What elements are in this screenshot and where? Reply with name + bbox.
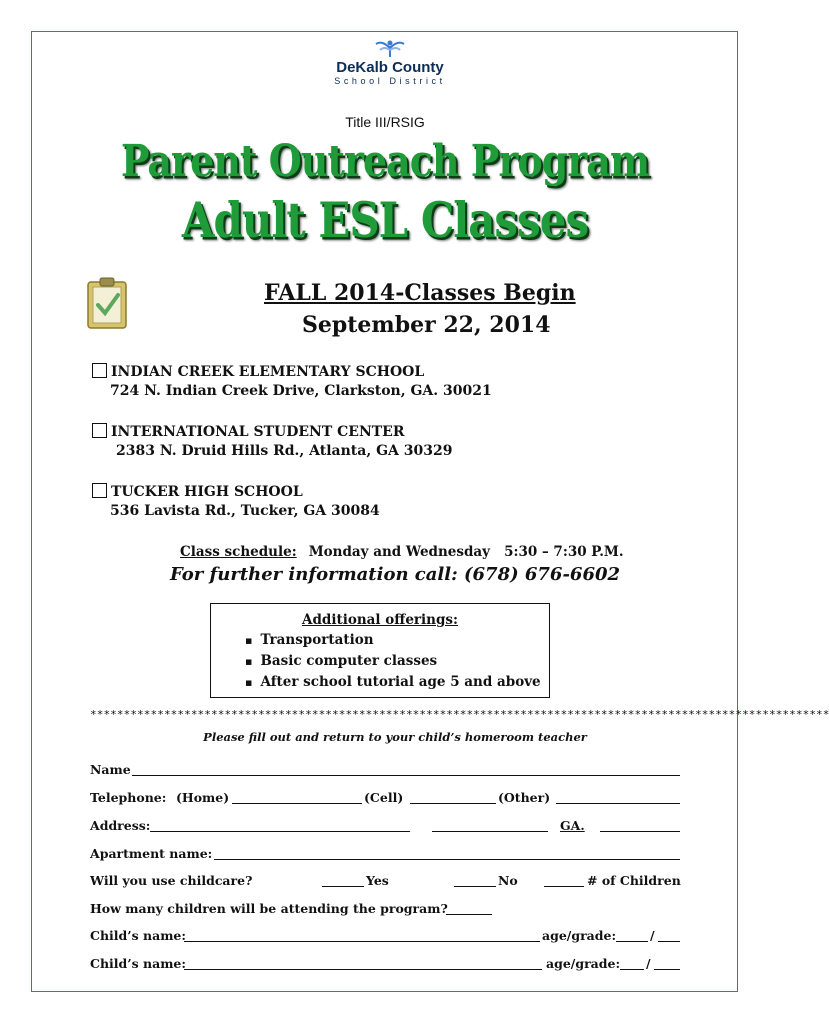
term-heading: FALL 2014-Classes Begin bbox=[264, 280, 576, 306]
address-field[interactable] bbox=[150, 818, 410, 832]
form-row-childcare bbox=[90, 873, 680, 891]
other-phone-field[interactable] bbox=[556, 790, 680, 804]
offerings-title: Additional offerings: bbox=[302, 612, 458, 628]
school-option-indian-creek bbox=[92, 363, 424, 380]
district-logo bbox=[320, 38, 460, 98]
home-phone-field[interactable] bbox=[232, 790, 362, 804]
yes-label: Yes bbox=[366, 873, 389, 888]
slash-divider: / bbox=[646, 956, 651, 971]
checkbox[interactable] bbox=[92, 363, 107, 378]
child-name-label: Child’s name: bbox=[90, 928, 186, 943]
attendance-label: How many children will be attending the program? bbox=[90, 901, 448, 916]
no-label: No bbox=[498, 873, 518, 888]
city-field[interactable] bbox=[432, 818, 548, 832]
childcare-yes-field[interactable] bbox=[322, 873, 364, 887]
form-instruction: Please fill out and return to your child’s homeroom teacher bbox=[203, 730, 587, 744]
school-address: 724 N. Indian Creek Drive, Clarkston, GA. 30021 bbox=[110, 383, 492, 399]
program-code: Title III/RSIG bbox=[345, 114, 425, 130]
child-name-field[interactable] bbox=[184, 956, 542, 970]
offering-item: ▪ Basic computer classes bbox=[245, 651, 549, 672]
other-label: (Other) bbox=[498, 790, 551, 805]
school-address: 536 Lavista Rd., Tucker, GA 30084 bbox=[110, 503, 380, 519]
children-count-field[interactable] bbox=[544, 873, 584, 887]
separator-line: ************************************************************************************************************** bbox=[90, 708, 829, 721]
start-date: September 22, 2014 bbox=[302, 312, 551, 338]
headline-program: Parent Outreach Program bbox=[120, 134, 650, 187]
school-option-international-center bbox=[92, 423, 404, 440]
form-row-child-2 bbox=[90, 956, 680, 974]
name-field[interactable] bbox=[132, 762, 680, 776]
form-row-apartment bbox=[90, 846, 680, 864]
children-count-label: # of Children bbox=[587, 873, 681, 888]
school-name: TUCKER HIGH SCHOOL bbox=[111, 484, 303, 500]
form-row-telephone bbox=[90, 790, 680, 808]
telephone-label: Telephone: bbox=[90, 790, 167, 805]
form-row-address bbox=[90, 818, 680, 836]
schedule-label: Class schedule: bbox=[180, 544, 297, 560]
school-address: 2383 N. Druid Hills Rd., Atlanta, GA 30329 bbox=[116, 443, 453, 459]
logo-name: DeKalb County bbox=[336, 59, 444, 76]
form-row-child-1 bbox=[90, 928, 680, 946]
logo-subtitle: School District bbox=[334, 76, 446, 86]
logo-tree-icon bbox=[370, 38, 410, 58]
school-name: INTERNATIONAL STUDENT CENTER bbox=[111, 424, 405, 440]
childcare-label: Will you use childcare? bbox=[90, 873, 253, 888]
offering-item: ▪ Transportation bbox=[245, 630, 549, 651]
slash-divider: / bbox=[650, 928, 655, 943]
age-field[interactable] bbox=[616, 928, 648, 942]
form-row-attendance bbox=[90, 901, 680, 919]
address-label: Address: bbox=[90, 818, 151, 833]
grade-field[interactable] bbox=[658, 928, 680, 942]
clipboard-check-icon bbox=[86, 276, 128, 330]
attendance-field[interactable] bbox=[446, 901, 492, 915]
headline-classes: Adult ESL Classes bbox=[181, 192, 589, 249]
cell-phone-field[interactable] bbox=[410, 790, 496, 804]
contact-info: For further information call: (678) 676-6602 bbox=[169, 564, 621, 585]
class-schedule bbox=[180, 544, 624, 560]
form-row-name bbox=[90, 762, 680, 780]
offerings-box bbox=[210, 603, 550, 698]
grade-field[interactable] bbox=[654, 956, 680, 970]
age-grade-label: age/grade: bbox=[546, 956, 621, 971]
child-name-label: Child’s name: bbox=[90, 956, 186, 971]
checkbox[interactable] bbox=[92, 483, 107, 498]
state-label: GA. bbox=[560, 818, 585, 833]
school-name: INDIAN CREEK ELEMENTARY SCHOOL bbox=[111, 364, 425, 380]
apartment-label: Apartment name: bbox=[90, 846, 213, 861]
age-field[interactable] bbox=[620, 956, 644, 970]
cell-label: (Cell) bbox=[364, 790, 404, 805]
offering-item: ▪ After school tutorial age 5 and above bbox=[245, 672, 549, 693]
apartment-field[interactable] bbox=[214, 846, 680, 860]
age-grade-label: age/grade: bbox=[542, 928, 617, 943]
checkbox[interactable] bbox=[92, 423, 107, 438]
schedule-text: Monday and Wednesday 5:30 – 7:30 P.M. bbox=[308, 544, 624, 560]
home-label: (Home) bbox=[176, 790, 230, 805]
offerings-list bbox=[211, 630, 549, 693]
name-label: Name bbox=[90, 762, 131, 777]
child-name-field[interactable] bbox=[184, 928, 540, 942]
childcare-no-field[interactable] bbox=[454, 873, 496, 887]
school-option-tucker-high bbox=[92, 483, 303, 500]
zip-field[interactable] bbox=[600, 818, 680, 832]
